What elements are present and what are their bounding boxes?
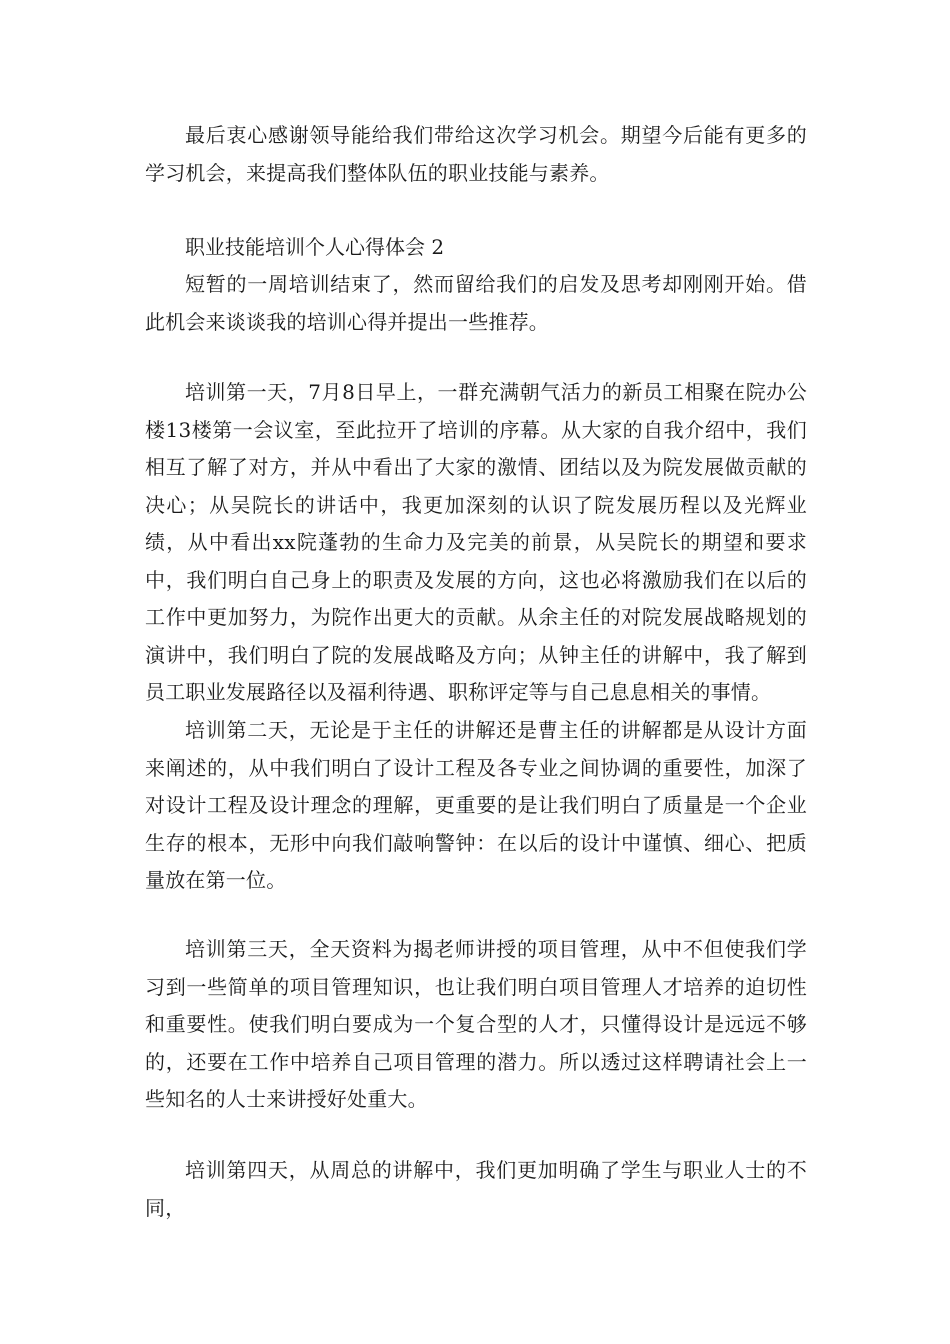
paragraph-day-one: 培训第一天，7月8日早上，一群充满朝气活力的新员工相聚在院办公楼13楼第一会议室，至此拉开了培训的序幕。从大家的自我介绍中，我们相互了解了对方，并从中看出了大家的激情、团结以及为院发展做贡献的决心；从吴院长的讲话中，我更加深刻的认识了院发展历程以及光辉业绩，从中看出xx院蓬勃的生命力及完美的前景，从吴院长的期望和要求中，我们明白自己身上的职责及发展的方向，这也必将激励我们在以后的工作中更加努力，为院作出更大的贡献。从余主任的对院发展战略规划的演讲中，我们明白了院的发展战略及方向；从钟主任的讲解中，我了解到员工职业发展路径以及福利待遇、职称评定等与自己息息相关的事情。 <box>145 380 807 704</box>
paragraph-intro: 短暂的一周培训结束了，然而留给我们的启发及思考却刚刚开始。借此机会来谈谈我的培训心得并提出一些推荐。 <box>145 272 807 334</box>
paragraph-day-four: 培训第四天，从周总的讲解中，我们更加明确了学生与职业人士的不同， <box>145 1158 807 1220</box>
section-heading: 职业技能培训个人心得体会 2 <box>185 235 445 259</box>
paragraph-closing-thanks: 最后衷心感谢领导能给我们带给这次学习机会。期望今后能有更多的学习机会，来提高我们整体队伍的职业技能与素养。 <box>145 123 807 185</box>
paragraph-day-three: 培训第三天，全天资料为揭老师讲授的项目管理，从中不但使我们学习到一些简单的项目管理知识，也让我们明白项目管理人才培养的迫切性和重要性。使我们明白要成为一个复合型的人才，只懂得设计是远远不够的，还要在工作中培养自己项目管理的潜力。所以透过这样聘请社会上一些知名的人士来讲授好处重大。 <box>145 937 807 1111</box>
paragraph-day-two: 培训第二天，无论是于主任的讲解还是曹主任的讲解都是从设计方面来阐述的，从中我们明白了设计工程及各专业之间协调的重要性，加深了对设计工程及设计理念的理解，更重要的是让我们明白了质量是一个企业生存的根本，无形中向我们敲响警钟：在以后的设计中谨慎、细心、把质量放在第一位。 <box>145 718 807 892</box>
